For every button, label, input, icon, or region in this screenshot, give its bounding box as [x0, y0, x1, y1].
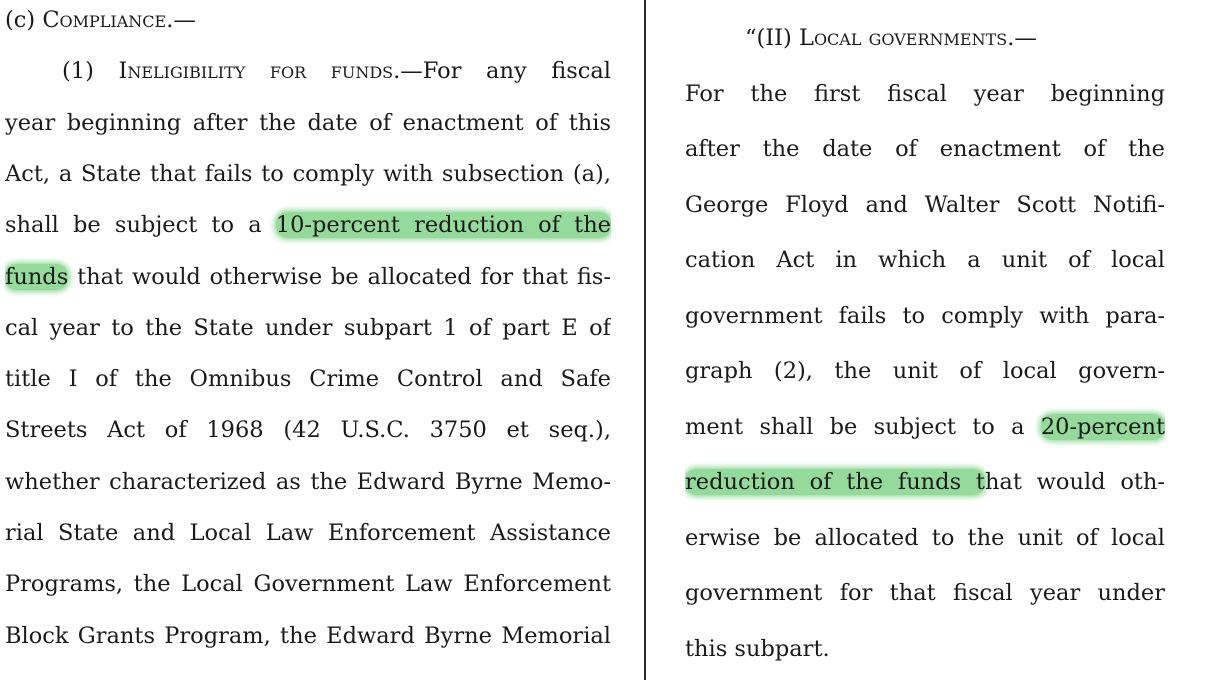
text-run: after the date of enactment of the [685, 136, 1165, 162]
text-line [685, 296, 1165, 336]
text-line [685, 240, 1165, 280]
text-line [5, 257, 611, 297]
highlighted-text: reduction of the funds t [685, 469, 985, 495]
text-run: George Floyd and Walter Scott Notifi- [685, 191, 1165, 218]
text-line [745, 18, 1165, 58]
text-line [685, 573, 1165, 613]
text-line [5, 410, 611, 450]
right-text-column [685, 0, 1165, 680]
text-run: cal year to the State under subpart 1 of part E of [5, 314, 611, 341]
text-line [685, 407, 1165, 447]
text-line [685, 629, 1165, 669]
text-line [62, 51, 611, 91]
text-run: Streets Act of 1968 (42 U.S.C. 3750 et seq.), [5, 417, 611, 444]
text-line [5, 564, 611, 604]
text-run: cation Act in which a unit of local [685, 247, 1165, 273]
section-heading-run: Compliance [42, 7, 167, 33]
text-run: rial State and Local Law Enforcement Assistance [5, 520, 611, 546]
text-run: ment shall be subject to a [685, 413, 1041, 440]
section-heading-run: Local governments [799, 25, 1008, 51]
text-line [5, 0, 611, 40]
text-run: For the first fiscal year beginning [685, 80, 1165, 107]
column-divider [644, 0, 646, 680]
text-line [5, 308, 611, 348]
text-run: hat would oth- [984, 469, 1165, 495]
text-line [5, 103, 611, 143]
text-line [685, 74, 1165, 114]
text-line [5, 359, 611, 399]
text-run: Act, a State that fails to comply with subsection (a), [5, 160, 611, 187]
text-run: .— [1007, 25, 1037, 51]
left-text-column [5, 0, 611, 680]
text-run: (c) [5, 7, 43, 33]
highlighted-text: funds [5, 263, 69, 290]
text-run: this subpart. [685, 635, 830, 662]
text-line [5, 462, 611, 502]
text-run: government for that fiscal year under [685, 580, 1165, 606]
text-line [685, 518, 1165, 558]
text-run: shall be subject to a [5, 212, 276, 239]
text-run: government fails to comply with para- [685, 302, 1165, 329]
text-run: graph (2), the unit of local govern- [685, 358, 1165, 384]
text-line [685, 351, 1165, 391]
text-run: Block Grants Program, the Edward Byrne Memorial [5, 622, 611, 649]
text-run: Programs, the Local Government Law Enforcement [5, 571, 611, 598]
text-run: (1) [62, 58, 119, 85]
text-run: title I of the Omnibus Crime Control and Safe [5, 366, 611, 393]
text-run: .—For any fiscal [393, 58, 611, 85]
text-run: .— [166, 7, 196, 33]
highlighted-text: 10-percent reduction of the [275, 212, 611, 239]
text-run: whether characterized as the Edward Byrne Memo- [5, 468, 611, 495]
text-line [5, 616, 611, 656]
text-run: that would otherwise be allocated for that fis- [68, 263, 611, 290]
section-heading-run: Ineligibility for funds [118, 58, 394, 85]
text-line [5, 205, 611, 245]
text-line [685, 185, 1165, 225]
text-line [5, 154, 611, 194]
text-line [685, 129, 1165, 169]
text-line [5, 513, 611, 553]
text-line [685, 462, 1165, 502]
text-run: “(II) [745, 25, 799, 51]
text-run: erwise be allocated to the unit of local [685, 524, 1165, 551]
highlighted-text: 20-percent [1040, 413, 1165, 440]
text-run: year beginning after the date of enactment of this [5, 109, 611, 136]
